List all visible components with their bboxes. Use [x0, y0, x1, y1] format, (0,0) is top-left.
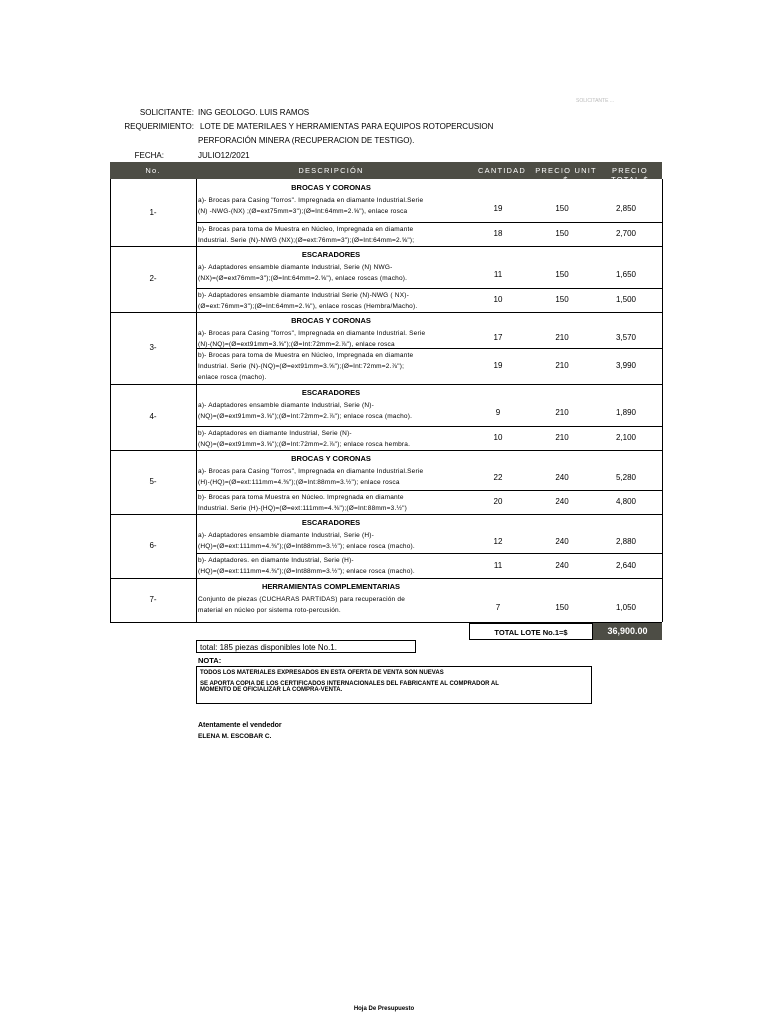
item-desc-line-1: a)- Brocas para Casing "forros". Impregnada en diamante Industrial.Serie: [198, 197, 424, 204]
item-total-price: 3,570: [615, 333, 637, 342]
nota-box: [196, 666, 592, 704]
table-header: [110, 162, 662, 184]
item-quantity: 19: [493, 203, 503, 213]
item-quantity: 19: [493, 361, 503, 370]
row-number: 1-: [149, 207, 157, 217]
item-unit-price: 240: [555, 560, 569, 570]
col-descripcion: DESCRIPCIÓN: [298, 166, 364, 175]
section-title: HERRAMIENTAS COMPLEMENTARIAS: [261, 582, 401, 591]
row-number: 2-: [149, 274, 157, 283]
item-unit-price: 210: [555, 333, 569, 342]
fecha-value: JULIO12/2021: [198, 151, 250, 160]
section-title: ESCARADORES: [301, 518, 361, 527]
item-quantity: 7: [495, 603, 501, 612]
item-quantity: 18: [493, 229, 503, 238]
item-unit-price: 210: [555, 408, 569, 417]
item-desc-line-1: b)- Brocas para toma Muestra en Núcleo. Impregnada en diamante: [198, 494, 404, 501]
item-desc-line-1: b)- Brocas para toma de Muestra en Núcleo, Impregnada en diamante: [198, 352, 414, 359]
item-desc-line-1: b)- Adaptadores. en diamante Industrial, Serie (H)-: [198, 557, 354, 564]
footer-text: Hoja De Presupuesto: [353, 1006, 415, 1012]
item-quantity: 17: [493, 333, 503, 342]
item-divider: [196, 426, 662, 427]
item-desc-line-1: a)- Adaptadores ensamble diamante Industrial, Serie (N)-: [198, 402, 374, 409]
item-desc-line-2: (N)-(NQ)=(Ø=ext91mm=3.⅝");(Ø=Int:72mm=2.⅞"), enlace rosca: [198, 341, 395, 348]
group-divider: [110, 578, 662, 579]
item-total-price: 3,990: [615, 361, 637, 370]
group-divider: [110, 384, 662, 385]
item-total-price: 5,280: [615, 473, 637, 482]
item-quantity: 11: [493, 270, 503, 279]
faint-top-right-text: SOLICITANTE ...: [576, 98, 614, 104]
item-total-price: 2,640: [615, 560, 637, 570]
item-desc-line-1: a)- Brocas para Casing "forros", Impregnada en diamante Industrial. Serie: [198, 330, 426, 337]
col-precio-total: PRECIO TOTAL $: [611, 166, 649, 184]
item-divider: [196, 490, 662, 491]
total-value: 36,900.00: [593, 623, 662, 640]
item-desc-line-1: Conjunto de piezas (CUCHARAS PARTIDAS) para recuperación de: [198, 596, 406, 603]
item-divider: [196, 222, 662, 223]
col-no: No.: [145, 166, 161, 175]
item-desc-line-2: (N) -NWG-(NX) ;(Ø=ext75mm=3");(Ø=Int:64mm=2.⅝"), enlace rosca: [198, 208, 408, 215]
item-quantity: 9: [495, 408, 501, 417]
requerimiento-value-2: PERFORACIÓN MINERA (RECUPERACION DE TESTIGO).: [198, 136, 415, 145]
item-desc-line-2: (HQ)=(Ø=ext:111mm=4.⅜");(Ø=Int88mm=3.½"); enlace rosca (macho).: [198, 568, 415, 575]
item-total-price: 2,100: [615, 433, 637, 442]
total-label: TOTAL LOTE No.1=$: [469, 623, 593, 640]
item-desc-line-1: b)- Adaptadores en diamante Industrial, Serie (N)-: [198, 430, 352, 437]
item-unit-price: 150: [555, 603, 569, 612]
item-total-price: 2,700: [615, 229, 637, 238]
item-unit-price: 210: [555, 361, 569, 370]
item-desc-line-1: a)- Adaptadores ensamble diamante Industrial, Serie (N) NWG-: [198, 264, 393, 271]
item-desc-line-2: (NX)=(Ø=ext76mm=3");(Ø=Int:64mm=2.⅝"), enlace roscas (macho).: [198, 275, 408, 282]
group-divider: [110, 450, 662, 451]
item-total-price: 2,880: [615, 536, 637, 546]
item-desc-line-2: (NQ)=(Ø=ext91mm=3.⅝");(Ø=Int:72mm=2.⅞"); enlace rosca (macho).: [198, 413, 413, 420]
requerimiento-value-1: LOTE DE MATERILAES Y HERRAMIENTAS PARA EQUIPOS ROTOPERCUSION: [200, 122, 494, 131]
group-divider: [110, 246, 662, 247]
item-desc-line-2: (Ø=ext:76mm=3");(Ø=Int:64mm=2.⅝"), enlace roscas (Hembra/Macho).: [198, 303, 418, 310]
table-border-right: [662, 179, 663, 622]
item-quantity: 20: [493, 497, 503, 506]
item-total-price: 4,800: [615, 497, 637, 506]
item-desc-line-1: b)- Brocas para toma de Muestra en Núcleo, Impregnada en diamante: [198, 226, 414, 233]
item-desc-line-2: Industrial. Serie (N)-(NQ)=(Ø=ext91mm=3.⅝");(Ø=Int:72mm=2.⅞");: [198, 363, 405, 370]
requerimiento-label: REQUERIMIENTO:: [124, 122, 194, 131]
section-title: BROCAS Y CORONAS: [291, 183, 371, 192]
signature-name: ELENA M. ESCOBAR C.: [198, 733, 272, 740]
item-quantity: 10: [493, 433, 503, 442]
item-total-price: 2,850: [615, 203, 637, 213]
item-desc-line-1: a)- Adaptadores ensamble diamante Industrial, Serie (H)-: [198, 532, 374, 539]
item-desc-line-2: (HQ)=(Ø=ext:111mm=4.⅜");(Ø=Int88mm=3.½"); enlace rosca (macho).: [198, 543, 415, 550]
item-unit-price: 150: [555, 295, 569, 304]
row-number: 6-: [149, 541, 157, 550]
item-unit-price: 150: [555, 229, 569, 238]
col-cantidad: CANTIDAD: [478, 166, 526, 175]
item-desc-line-3: enlace rosca (macho).: [198, 374, 267, 381]
solicitante-value: ING GEOLOGO. LUIS RAMOS: [198, 108, 310, 117]
item-desc-line-2: material en núcleo por sistema roto-percusión.: [198, 607, 341, 614]
item-desc-line-2: Industrial. Serie (N)-NWG (NX);(Ø=ext:76mm=3");(Ø=Int:64mm=2.⅝");: [198, 237, 415, 244]
nota-line-3: MOMENTO DE OFICIALIZAR LA COMPRA-VENTA.: [200, 687, 343, 693]
nota-label: NOTA:: [198, 656, 222, 665]
item-quantity: 11: [493, 560, 503, 570]
signature-closing: Atentamente el vendedor: [198, 722, 282, 729]
section-title: BROCAS Y CORONAS: [291, 454, 371, 463]
item-desc-line-1: b)- Adaptadores ensamble diamante Industrial Serie (N)-NWG ( NX)-: [198, 292, 409, 299]
item-unit-price: 150: [555, 203, 569, 213]
item-desc-line-2: (H)-(HQ)=(Ø=ext:111mm=4.⅜");(Ø=Int:88mm=3.½"); enlace rosca: [198, 479, 400, 486]
item-unit-price: 240: [555, 536, 569, 546]
item-total-price: 1,650: [615, 270, 637, 279]
row-number: 7-: [149, 595, 157, 604]
item-divider: [196, 288, 662, 289]
section-title: BROCAS Y CORONAS: [291, 316, 371, 325]
nota-line-1: TODOS LOS MATERIALES EXPRESADOS EN ESTA OFERTA DE VENTA SON NUEVAS: [200, 670, 444, 676]
row-number: 5-: [149, 477, 157, 486]
item-total-price: 1,890: [615, 408, 637, 417]
item-divider: [196, 348, 662, 349]
section-title: ESCARADORES: [301, 388, 361, 397]
col-precio-unit: PRECIO UNIT $: [535, 166, 597, 184]
item-desc-line-2: (NQ)=(Ø=ext91mm=3.⅝");(Ø=Int:72mm=2.⅞"); enlace rosca hembra.: [198, 441, 411, 448]
item-unit-price: 150: [555, 270, 569, 279]
item-total-price: 1,050: [615, 603, 637, 612]
item-unit-price: 240: [555, 473, 569, 482]
row-number: 4-: [149, 412, 157, 421]
row-number: 3-: [149, 343, 157, 352]
group-divider: [110, 514, 662, 515]
summary-box: total: 185 piezas disponibles lote No.1.: [196, 640, 416, 653]
item-divider: [196, 553, 662, 554]
item-desc-line-1: a)- Brocas para Casing "forros", Impregnada en diamante Industrial.Serie: [198, 468, 424, 475]
item-quantity: 10: [493, 295, 503, 304]
item-quantity: 22: [493, 473, 503, 482]
nota-line-2: SE APORTA COPIA DE LOS CERTIFICADOS INTERNACIONALES DEL FABRICANTE AL COMPRADOR AL: [200, 681, 499, 687]
group-divider: [110, 312, 662, 313]
fecha-label: FECHA:: [134, 151, 164, 160]
item-total-price: 1,500: [615, 295, 637, 304]
item-desc-line-2: Industrial. Serie (H)-(HQ)=(Ø=ext:111mm=4.⅜");(Ø=Int:88mm=3.½"): [198, 505, 407, 512]
item-quantity: 12: [493, 536, 503, 546]
item-unit-price: 240: [555, 497, 569, 506]
solicitante-label: SOLICITANTE:: [139, 108, 194, 117]
section-title: ESCARADORES: [301, 250, 361, 259]
item-unit-price: 210: [555, 433, 569, 442]
